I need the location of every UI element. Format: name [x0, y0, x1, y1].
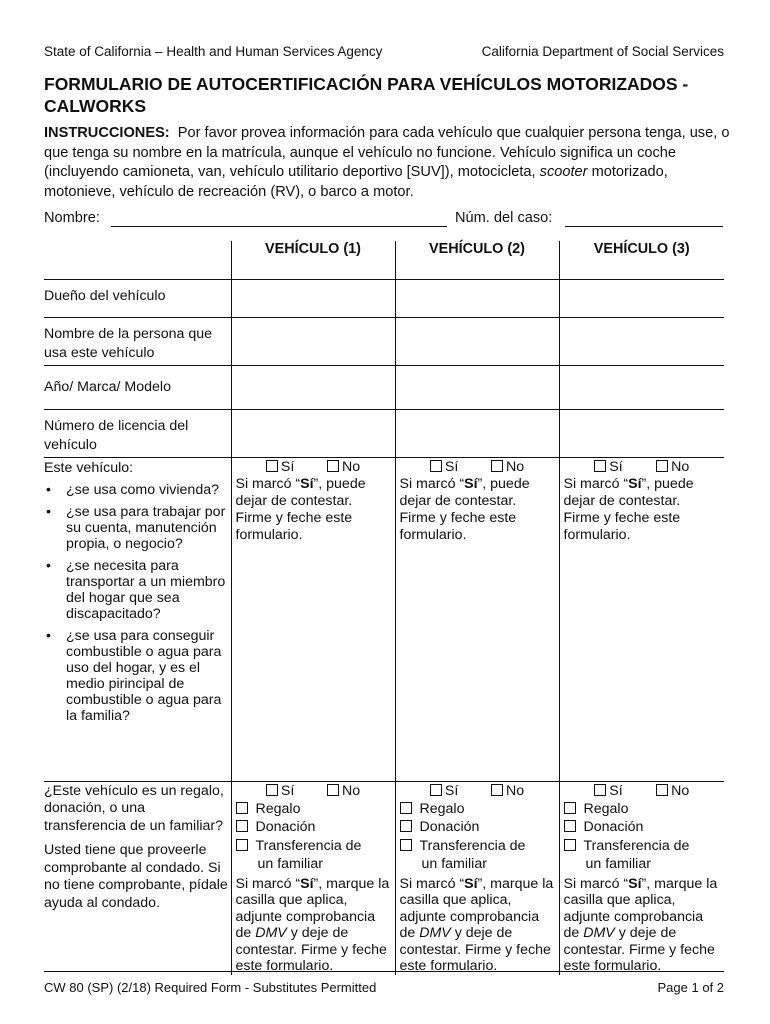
yes-instruction: Si marcó “Sí”, puede dejar de contestar. Firme y feche este formulario.	[563, 475, 694, 543]
year-make-model-label: Año/ Marca/ Modelo	[44, 378, 171, 395]
form-id: CW 80 (SP) (2/18) Required Form - Substitutes Permitted	[44, 980, 377, 995]
gift-instruction: Si marcó “Sí”, marque la casilla que aplica, adjunte comprobancia de DMV y deje de contestar. Firme y feche este formulario.	[563, 875, 718, 974]
yes-checkbox[interactable]: Sí	[430, 458, 458, 476]
this-vehicle-label: Este vehículo:	[44, 459, 134, 476]
yes-instruction: Si marcó “Sí”, puede dejar de contestar. Firme y feche este formulario.	[235, 475, 366, 543]
case-number-field[interactable]	[565, 225, 723, 227]
vehicle-table	[44, 241, 724, 975]
vehicle-1-owner-cell[interactable]	[231, 279, 395, 317]
gift-checkbox[interactable]: Regalo	[232, 800, 395, 819]
yes-checkbox[interactable]: Sí	[266, 782, 294, 800]
gift-instruction: Si marcó “Sí”, marque la casilla que aplica, adjunte comprobancia de DMV y deje de contestar. Firme y feche este formulario.	[235, 875, 390, 974]
vehicle-3-model-cell[interactable]	[559, 365, 724, 409]
gift-proof-note: Usted tiene que proveerle comprobante al condado. Si no tiene comprobante, pídale ayuda al condado.	[44, 842, 228, 911]
no-checkbox[interactable]: No	[491, 458, 524, 476]
transfer-checkbox[interactable]: Transferencia de	[396, 837, 559, 856]
vehicle-3-usage-cell	[559, 457, 724, 781]
usage-question-list	[44, 482, 231, 724]
yes-instruction: Si marcó “Sí”, puede dejar de contestar. Firme y feche este formulario.	[399, 475, 530, 543]
no-checkbox[interactable]: No	[656, 458, 689, 476]
vehicle-3-gift-cell	[559, 781, 724, 975]
no-checkbox[interactable]: No	[327, 782, 360, 800]
vehicle-1-usage-cell	[231, 457, 395, 781]
transfer-checkbox-label: un familiar	[585, 856, 651, 872]
page-number: Page 1 of 2	[657, 980, 724, 995]
transfer-checkbox-label: un familiar	[257, 856, 323, 872]
vehicle-1-model-cell[interactable]	[231, 365, 395, 409]
label-column-header	[44, 241, 231, 271]
vehicle-3-header: VEHÍCULO (3)	[559, 241, 724, 271]
vehicle-2-model-cell[interactable]	[395, 365, 559, 409]
user-name-label: Nombre de la persona que usa este vehículo	[44, 325, 212, 361]
name-field[interactable]	[111, 225, 447, 227]
donation-checkbox[interactable]: Donación	[396, 818, 559, 837]
vehicle-1-license-cell[interactable]	[231, 409, 395, 457]
vehicle-2-header: VEHÍCULO (2)	[395, 241, 559, 271]
footer-divider	[44, 971, 724, 972]
usage-question: • ¿se necesita para transportar a un miembro del hogar que sea discapacitado?	[44, 558, 231, 622]
instructions-text-1: Por favor provea información para cada vehículo que cualquier persona tenga, use, o que tenga su nombre en la matrícula, aunque el vehículo no funcione. Vehículo significa un coche (incluyendo camioneta, van, vehículo utilitario deportivo [SUV]), motocicleta,	[44, 125, 730, 180]
owner-label: Dueño del vehículo	[44, 287, 166, 304]
vehicle-1-gift-cell	[231, 781, 395, 975]
donation-checkbox[interactable]: Donación	[232, 818, 395, 837]
name-label: Nombre:	[44, 210, 100, 226]
gift-question: ¿Este vehículo es un regalo, donación, o una transferencia de un familiar?	[44, 782, 224, 834]
vehicle-2-license-cell[interactable]	[395, 409, 559, 457]
instructions-text-2: motorizado, motonieve, vehículo de recreación (RV), o barco a motor.	[44, 164, 668, 200]
department-name: California Department of Social Services	[481, 44, 724, 59]
no-checkbox[interactable]: No	[656, 782, 689, 800]
no-checkbox[interactable]: No	[327, 458, 360, 476]
yes-checkbox[interactable]: Sí	[430, 782, 458, 800]
form-title: FORMULARIO DE AUTOCERTIFICACIÓN PARA VEHÍCULOS MOTORIZADOS - CALWORKS	[44, 74, 689, 116]
yes-checkbox[interactable]: Sí	[594, 782, 622, 800]
instructions-label: INSTRUCCIONES:	[44, 125, 170, 141]
usage-question: • ¿se usa como vivienda?	[44, 482, 231, 498]
yes-checkbox[interactable]: Sí	[594, 458, 622, 476]
case-number-label: Núm. del caso:	[455, 210, 553, 226]
yes-checkbox[interactable]: Sí	[266, 458, 294, 476]
instructions	[44, 124, 734, 202]
vehicle-2-owner-cell[interactable]	[395, 279, 559, 317]
vehicle-2-user-cell[interactable]	[395, 317, 559, 365]
gift-checkbox[interactable]: Regalo	[560, 800, 725, 819]
vehicle-1-header: VEHÍCULO (1)	[231, 241, 395, 271]
vehicle-3-user-cell[interactable]	[559, 317, 724, 365]
usage-question: • ¿se usa para conseguir combustible o agua para uso del hogar, y es el medio pirincipal de combustible o agua para la familia?	[44, 628, 231, 724]
gift-checkbox[interactable]: Regalo	[396, 800, 559, 819]
agency-name: State of California – Health and Human Services Agency	[44, 44, 383, 59]
vehicle-1-user-cell[interactable]	[231, 317, 395, 365]
transfer-checkbox[interactable]: Transferencia de	[560, 837, 725, 856]
vehicle-3-license-cell[interactable]	[559, 409, 724, 457]
vehicle-3-owner-cell[interactable]	[559, 279, 724, 317]
transfer-checkbox[interactable]: Transferencia de	[232, 837, 395, 856]
instructions-italic: scooter	[539, 164, 588, 180]
vehicle-2-usage-cell	[395, 457, 559, 781]
no-checkbox[interactable]: No	[491, 782, 524, 800]
transfer-checkbox-label: un familiar	[421, 856, 487, 872]
usage-question: • ¿se usa para trabajar por su cuenta, manutención propia, o negocio?	[44, 504, 231, 552]
gift-instruction: Si marcó “Sí”, marque la casilla que aplica, adjunte comprobancia de DMV y deje de contestar. Firme y feche este formulario.	[399, 875, 554, 974]
vehicle-2-gift-cell	[395, 781, 559, 975]
donation-checkbox[interactable]: Donación	[560, 818, 725, 837]
license-label: Número de licencia del vehículo	[44, 417, 189, 453]
